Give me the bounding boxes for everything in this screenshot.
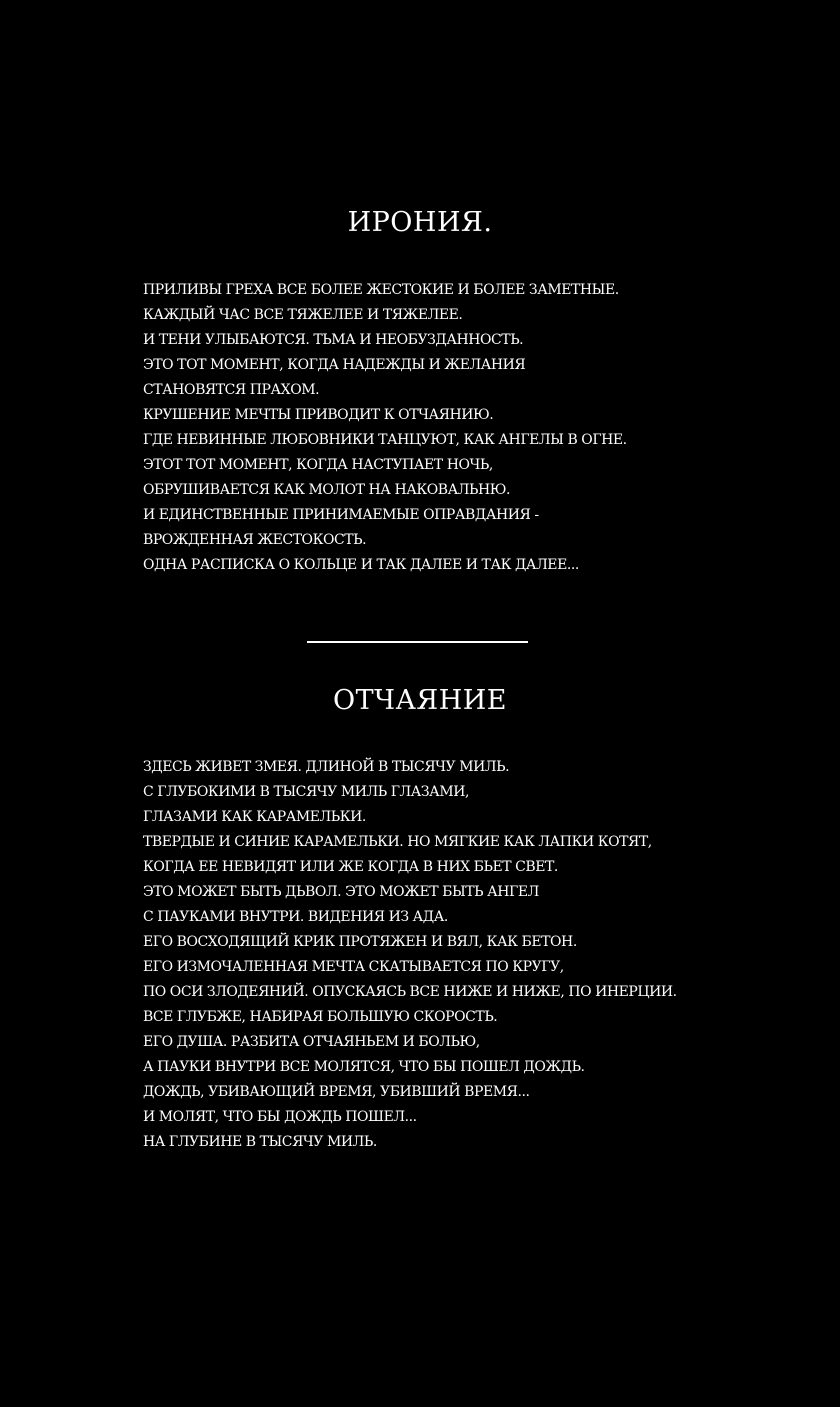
poem-line: ПО ОСИ ЗЛОДЕЯНИЙ. ОПУСКАЯСЬ ВСЕ НИЖЕ И НИЖЕ, ПО ИНЕРЦИИ. [143, 984, 677, 1000]
poem-line: КРУШЕНИЕ МЕЧТЫ ПРИВОДИТ К ОТЧАЯНИЮ. [143, 407, 494, 423]
poem-body-despair [143, 755, 823, 1155]
poem-line: ЭТО МОЖЕТ БЫТЬ ДЬВОЛ. ЭТО МОЖЕТ БЫТЬ АНГЕЛ [143, 884, 539, 900]
poem-line: ЭТО ТОТ МОМЕНТ, КОГДА НАДЕЖДЫ И ЖЕЛАНИЯ [143, 357, 526, 373]
poem-line: И ТЕНИ УЛЫБАЮТСЯ. ТЬМА И НЕОБУЗДАННОСТЬ. [143, 332, 524, 348]
poem-line: ПРИЛИВЫ ГРЕХА ВСЕ БОЛЕЕ ЖЕСТОКИЕ И БОЛЕЕ ЗАМЕТНЫЕ. [143, 282, 619, 298]
poem-line: ОБРУШИВАЕТСЯ КАК МОЛОТ НА НАКОВАЛЬНЮ. [143, 482, 510, 498]
poem-line: ЕГО ВОСХОДЯЩИЙ КРИК ПРОТЯЖЕН И ВЯЛ, КАК БЕТОН. [143, 934, 577, 950]
poem-line: ВСЕ ГЛУБЖЕ, НАБИРАЯ БОЛЬШУЮ СКОРОСТЬ. [143, 1009, 498, 1025]
poem-line: ЕГО ДУША. РАЗБИТА ОТЧАЯНЬЕМ И БОЛЬЮ, [143, 1034, 480, 1050]
poem-body-irony [143, 278, 823, 578]
poem-line: ВРОЖДЕННАЯ ЖЕСТОКОСТЬ. [143, 532, 367, 548]
poem-line: КОГДА ЕЕ НЕВИДЯТ ИЛИ ЖЕ КОГДА В НИХ БЬЕТ СВЕТ. [143, 859, 558, 875]
poem-line: НА ГЛУБИНЕ В ТЫСЯЧУ МИЛЬ. [143, 1134, 377, 1150]
poem-line: С ПАУКАМИ ВНУТРИ. ВИДЕНИЯ ИЗ АДА. [143, 909, 448, 925]
poem-line: ТВЕРДЫЕ И СИНИЕ КАРАМЕЛЬКИ. НО МЯГКИЕ КАК ЛАПКИ КОТЯТ, [143, 834, 652, 850]
poem-line: А ПАУКИ ВНУТРИ ВСЕ МОЛЯТСЯ, ЧТО БЫ ПОШЕЛ ДОЖДЬ. [143, 1059, 585, 1075]
poem-line: ЭТОТ ТОТ МОМЕНТ, КОГДА НАСТУПАЕТ НОЧЬ, [143, 457, 493, 473]
poem-line: КАЖДЫЙ ЧАС ВСЕ ТЯЖЕЛЕЕ И ТЯЖЕЛЕЕ. [143, 307, 463, 323]
poem-line: ГДЕ НЕВИННЫЕ ЛЮБОВНИКИ ТАНЦУЮТ, КАК АНГЕЛЫ В ОГНЕ. [143, 432, 627, 448]
poem-title-despair: ОТЧАЯНИЕ [332, 685, 508, 716]
poem-line: И МОЛЯТ, ЧТО БЫ ДОЖДЬ ПОШЕЛ... [143, 1109, 417, 1125]
poem-line: ГЛАЗАМИ КАК КАРАМЕЛЬКИ. [143, 809, 366, 825]
poem-title-irony: ИРОНИЯ. [347, 207, 493, 238]
poem-line: СТАНОВЯТСЯ ПРАХОМ. [143, 382, 320, 398]
poem-line: ДОЖДЬ, УБИВАЮЩИЙ ВРЕМЯ, УБИВШИЙ ВРЕМЯ... [143, 1084, 530, 1100]
poem-line: ОДНА РАСПИСКА О КОЛЬЦЕ И ТАК ДАЛЕЕ И ТАК ДАЛЕЕ... [143, 557, 579, 573]
poem-line: С ГЛУБОКИМИ В ТЫСЯЧУ МИЛЬ ГЛАЗАМИ, [143, 784, 469, 800]
section-divider [307, 641, 528, 643]
poem-line: И ЕДИНСТВЕННЫЕ ПРИНИМАЕМЫЕ ОПРАВДАНИЯ - [143, 507, 539, 523]
poem-line: ЗДЕСЬ ЖИВЕТ ЗМЕЯ. ДЛИНОЙ В ТЫСЯЧУ МИЛЬ. [143, 759, 510, 775]
poem-line: ЕГО ИЗМОЧАЛЕННАЯ МЕЧТА СКАТЫВАЕТСЯ ПО КРУГУ, [143, 959, 564, 975]
